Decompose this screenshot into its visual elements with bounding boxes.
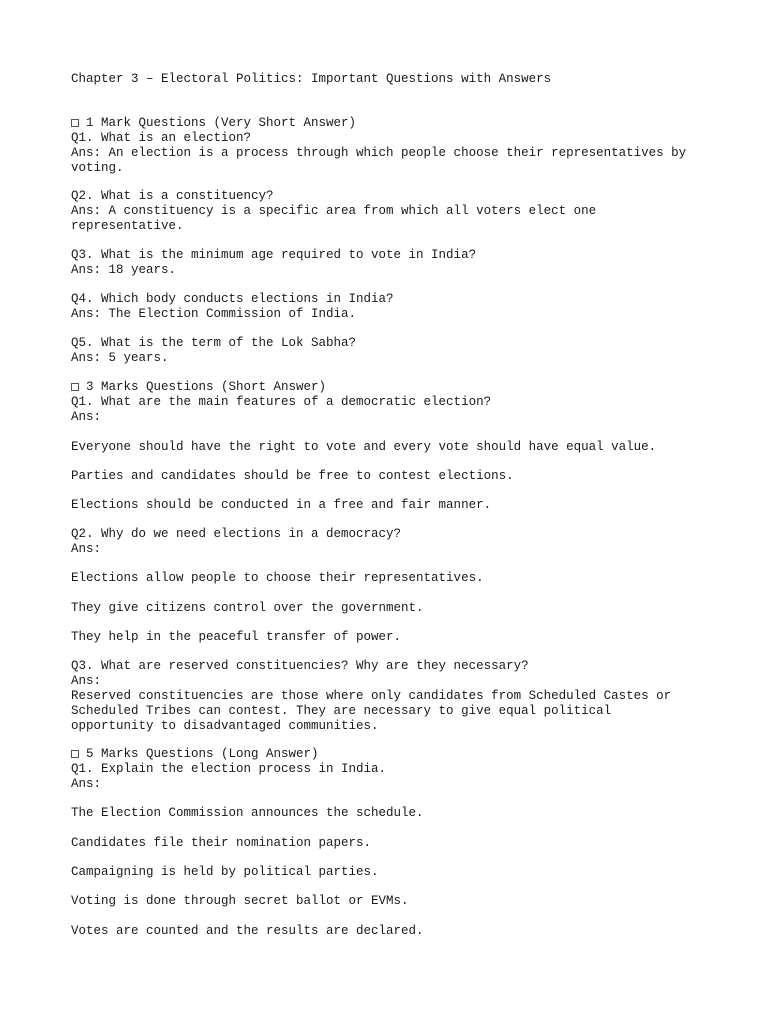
document-title: Chapter 3 – Electoral Politics: Important Questions with Answers (71, 72, 552, 86)
answer-text: Ans: An election is a process through which people choose their representatives by (71, 146, 687, 160)
answer-text: Ans: 5 years. (71, 351, 169, 365)
answer-point: Parties and candidates should be free to contest elections. (71, 469, 514, 483)
answer-point: Votes are counted and the results are declared. (71, 924, 424, 938)
answer-point: Campaigning is held by political parties. (71, 865, 379, 879)
question-text: Q5. What is the term of the Lok Sabha? (71, 336, 357, 350)
section-heading-1-mark (71, 116, 356, 131)
section-heading-text: 3 Marks Questions (Short Answer) (86, 380, 327, 394)
answer-text: Ans: The Election Commission of India. (71, 307, 357, 321)
answer-text: Scheduled Tribes can contest. They are necessary to give equal political (71, 704, 612, 718)
answer-label: Ans: (71, 542, 102, 556)
section-heading-text: 5 Marks Questions (Long Answer) (86, 747, 319, 761)
answer-text: opportunity to disadvantaged communities. (71, 719, 379, 733)
answer-point: Elections allow people to choose their representatives. (71, 571, 484, 585)
answer-text: voting. (71, 161, 124, 175)
answer-point: The Election Commission announces the schedule. (71, 806, 424, 820)
question-text: Q3. What is the minimum age required to vote in India? (71, 248, 477, 262)
section-heading-5-marks (71, 747, 319, 762)
answer-point: They give citizens control over the government. (71, 601, 424, 615)
answer-label: Ans: (71, 410, 102, 424)
box-bullet-icon (71, 750, 79, 758)
answer-text: Ans: A constituency is a specific area from which all voters elect one (71, 204, 597, 218)
box-bullet-icon (71, 383, 79, 391)
question-text: Q3. What are reserved constituencies? Why are they necessary? (71, 659, 529, 673)
question-text: Q4. Which body conducts elections in India? (71, 292, 394, 306)
section-heading-text: 1 Mark Questions (Very Short Answer) (86, 116, 357, 130)
answer-text: Ans: 18 years. (71, 263, 177, 277)
answer-point: Voting is done through secret ballot or EVMs. (71, 894, 409, 908)
answer-point: They help in the peaceful transfer of power. (71, 630, 402, 644)
question-text: Q2. What is a constituency? (71, 189, 274, 203)
answer-text: representative. (71, 219, 184, 233)
box-bullet-icon (71, 119, 79, 127)
question-text: Q1. What is an election? (71, 131, 252, 145)
answer-label: Ans: (71, 674, 102, 688)
answer-point: Everyone should have the right to vote and every vote should have equal value. (71, 440, 657, 454)
question-text: Q1. What are the main features of a democratic election? (71, 395, 492, 409)
answer-text: Reserved constituencies are those where only candidates from Scheduled Castes or (71, 689, 672, 703)
answer-label: Ans: (71, 777, 102, 791)
question-text: Q1. Explain the election process in India. (71, 762, 387, 776)
answer-point: Elections should be conducted in a free and fair manner. (71, 498, 492, 512)
question-text: Q2. Why do we need elections in a democracy? (71, 527, 402, 541)
answer-point: Candidates file their nomination papers. (71, 836, 372, 850)
section-heading-3-marks (71, 380, 326, 395)
